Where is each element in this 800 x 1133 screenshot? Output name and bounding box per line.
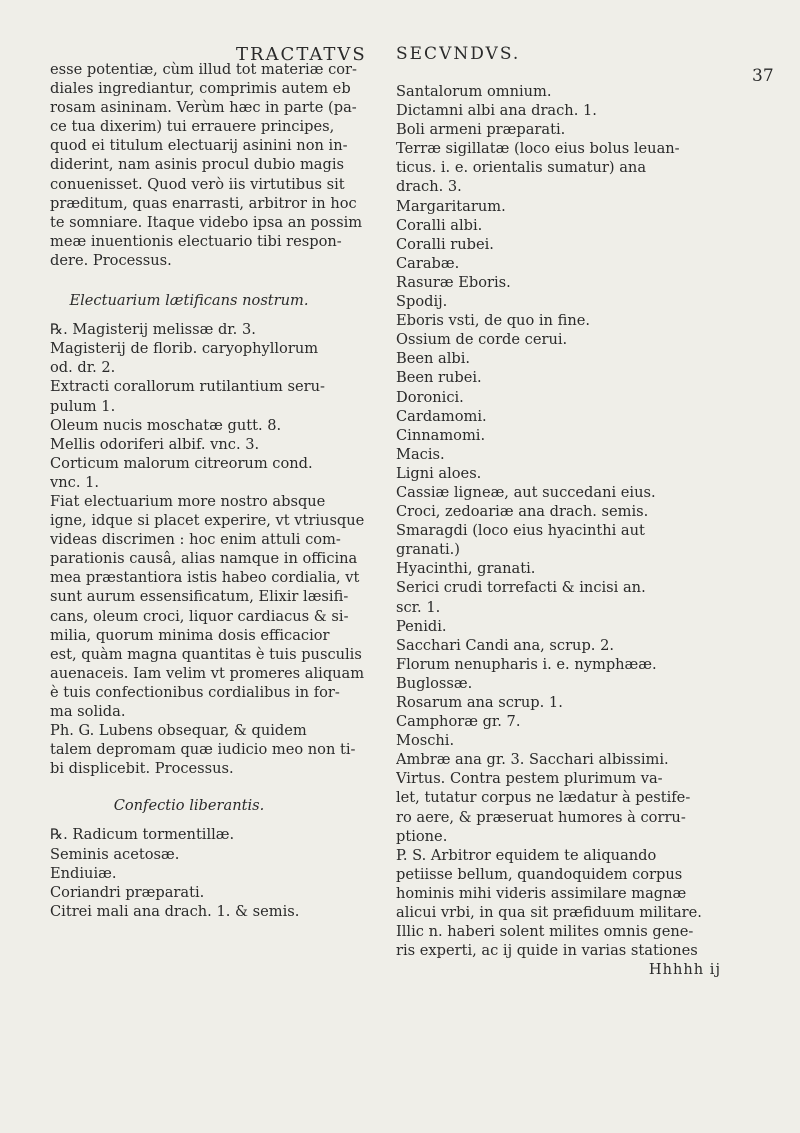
- text-line: scr. 1.: [396, 598, 441, 616]
- text-line: Margaritarum.: [396, 197, 506, 215]
- text-line: è tuis confectionibus cordialibus in for-: [50, 683, 340, 701]
- text-line: granati.): [396, 541, 460, 559]
- text-line: ris experti, ac ij quide in varias stationes: [396, 942, 698, 960]
- heading-confectio: Confectio liberantis.: [113, 797, 265, 815]
- text-line: ce tua dixerim) tui errauere principes,: [50, 118, 335, 136]
- text-line: Eboris vsti, de quo in fine.: [396, 312, 590, 330]
- text-line: ℞. Radicum tormentillæ.: [50, 826, 235, 844]
- text-line: alicui vrbi, in qua sit præfiduum militare.: [396, 904, 702, 922]
- text-line: Ligni aloes.: [396, 464, 482, 482]
- text-line: Seminis acetosæ.: [50, 845, 180, 863]
- running-title-right: SECVNDVS.: [396, 44, 521, 64]
- text-line: Penidi.: [396, 617, 447, 635]
- text-line: Croci, zedoariæ ana drach. semis.: [396, 503, 649, 521]
- signature-mark: Hhhhh ij: [648, 961, 721, 979]
- text-line: Macis.: [396, 445, 445, 463]
- text-line: Rasuræ Eboris.: [396, 273, 511, 291]
- text-line: let, tutatur corpus ne lædatur à pestife-: [396, 789, 691, 807]
- text-line: Terræ sigillatæ (loco eius bolus leuan-: [396, 140, 680, 158]
- text-line: Coriandri præparati.: [50, 883, 205, 901]
- text-line: milia, quorum minima dosis efficacior: [50, 626, 330, 644]
- text-line: Serici crudi torrefacti & incisi an.: [396, 579, 646, 597]
- text-line: Cassiæ ligneæ, aut succedani eius.: [396, 483, 656, 501]
- text-line: auenaceis. Iam velim vt promeres aliquam: [50, 664, 365, 682]
- text-line: Endiuiæ.: [50, 864, 117, 882]
- intro-paragraph: [50, 60, 368, 270]
- text-line: Dictamni albi ana drach. 1.: [396, 102, 597, 120]
- text-line: hominis mihi videris assimilare magnæ: [396, 884, 687, 902]
- text-line: Been albi.: [396, 350, 471, 368]
- text-line: conuenisset. Quod verò iis virtutibus sit: [50, 175, 345, 193]
- middle-paragraphs: [50, 492, 368, 778]
- text-line: Coralli rubei.: [396, 235, 494, 253]
- text-line: Rosarum ana scrup. 1.: [396, 694, 563, 711]
- text-line: Florum nenupharis i. e. nymphææ.: [396, 655, 657, 673]
- text-line: Ossium de corde cerui.: [396, 331, 568, 349]
- text-line: te somniare. Itaque videbo ipsa an possim: [50, 213, 363, 231]
- text-line: Mellis odoriferi albif. vnc. 3.: [50, 435, 260, 453]
- text-line: vnc. 1.: [50, 473, 100, 491]
- text-line: Been rubei.: [396, 369, 482, 387]
- heading-electuarium: Electuarium lætificans nostrum.: [69, 292, 309, 310]
- text-line: Coralli albi.: [396, 216, 483, 234]
- text-line: Ambræ ana gr. 3. Sacchari albissimi.: [396, 751, 669, 769]
- text-line: ro aere, & præseruat humores à corru-: [396, 808, 686, 826]
- text-line: diderint, nam asinis procul dubio magis: [50, 156, 344, 174]
- text-line: Spodij.: [396, 293, 448, 311]
- text-line: Magisterij de florib. caryophyllorum: [50, 340, 319, 358]
- text-line: diales ingrediantur, comprimis autem eb: [50, 80, 351, 98]
- text-line: talem depromam quæ iudicio meo non ti-: [50, 741, 356, 759]
- running-title-left: TRACTATVS: [236, 44, 367, 65]
- text-line: præditum, quas enarrasti, arbitror in hoc: [50, 194, 357, 212]
- text-line: Extracti corallorum rutilantium seru-: [50, 378, 325, 396]
- text-line: meæ inuentionis electuario tibi respon-: [50, 232, 342, 250]
- text-line: est, quàm magna quantitas è tuis pusculis: [50, 645, 362, 663]
- right-column-lines: [396, 82, 761, 979]
- recipe-electuarium: [50, 320, 368, 492]
- recipe-confectio: [50, 825, 368, 920]
- text-line: Illic n. haberi solent milites omnis gene-: [396, 923, 694, 941]
- left-column: [50, 60, 368, 921]
- text-line: Citrei mali ana drach. 1. & semis.: [50, 902, 300, 920]
- text-line: Fiat electuarium more nostro absque: [50, 492, 326, 510]
- text-line: Smaragdi (loco eius hyacinthi aut: [396, 522, 645, 540]
- text-line: mea præstantiora istis habeo cordialia, vt: [50, 569, 360, 587]
- text-line: esse potentiæ, cùm illud tot materiæ cor-: [50, 61, 357, 78]
- text-line: Buglossæ.: [396, 674, 473, 692]
- text-line: Cinnamomi.: [396, 426, 486, 444]
- text-line: dere. Processus.: [50, 251, 172, 269]
- text-line: P. S. Arbitror equidem te aliquando: [396, 846, 657, 864]
- text-line: igne, idque si placet experire, vt vtriusque: [50, 512, 365, 530]
- text-line: Santalorum omnium.: [396, 83, 552, 100]
- text-line: bi displicebit. Processus.: [50, 760, 234, 778]
- text-line: od. dr. 2.: [50, 359, 116, 377]
- page-number: 37: [752, 66, 774, 86]
- text-line: ptione.: [396, 827, 448, 845]
- text-line: Virtus. Contra pestem plurimum va-: [396, 770, 663, 788]
- text-line: Oleum nucis moschatæ gutt. 8.: [50, 416, 282, 434]
- text-line: Camphoræ gr. 7.: [396, 713, 521, 731]
- text-line: Doronici.: [396, 388, 464, 406]
- text-line: Hyacinthi, granati.: [396, 560, 536, 578]
- text-line: pulum 1.: [50, 397, 116, 415]
- text-line: Boli armeni præparati.: [396, 121, 566, 139]
- text-line: quod ei titulum electuarij asinini non in-: [50, 137, 348, 155]
- text-line: parationis causâ, alias namque in officina: [50, 550, 358, 568]
- text-line: petiisse bellum, quandoquidem corpus: [396, 865, 683, 883]
- text-line: ma solida.: [50, 703, 126, 720]
- text-line: Ph. G. Lubens obsequar, & quidem: [50, 722, 307, 740]
- text-line: Sacchari Candi ana, scrup. 2.: [396, 636, 615, 654]
- text-line: Moschi.: [396, 732, 455, 750]
- text-line: Cardamomi.: [396, 407, 487, 425]
- text-line: drach. 3.: [396, 178, 462, 196]
- text-line: videas discrimen : hoc enim attuli com-: [50, 531, 341, 549]
- text-line: ℞. Magisterij melissæ dr. 3.: [50, 321, 256, 339]
- text-line: cans, oleum croci, liquor cardiacus & si-: [50, 607, 349, 625]
- text-line: ticus. i. e. orientalis sumatur) ana: [396, 159, 647, 177]
- text-line: rosam asininam. Verùm hæc in parte (pa-: [50, 99, 357, 117]
- text-line: sunt aurum essensificatum, Elixir læsifi-: [50, 588, 349, 606]
- text-line: Corticum malorum citreorum cond.: [50, 454, 313, 472]
- text-line: Carabæ.: [396, 254, 460, 272]
- right-column: [396, 82, 761, 979]
